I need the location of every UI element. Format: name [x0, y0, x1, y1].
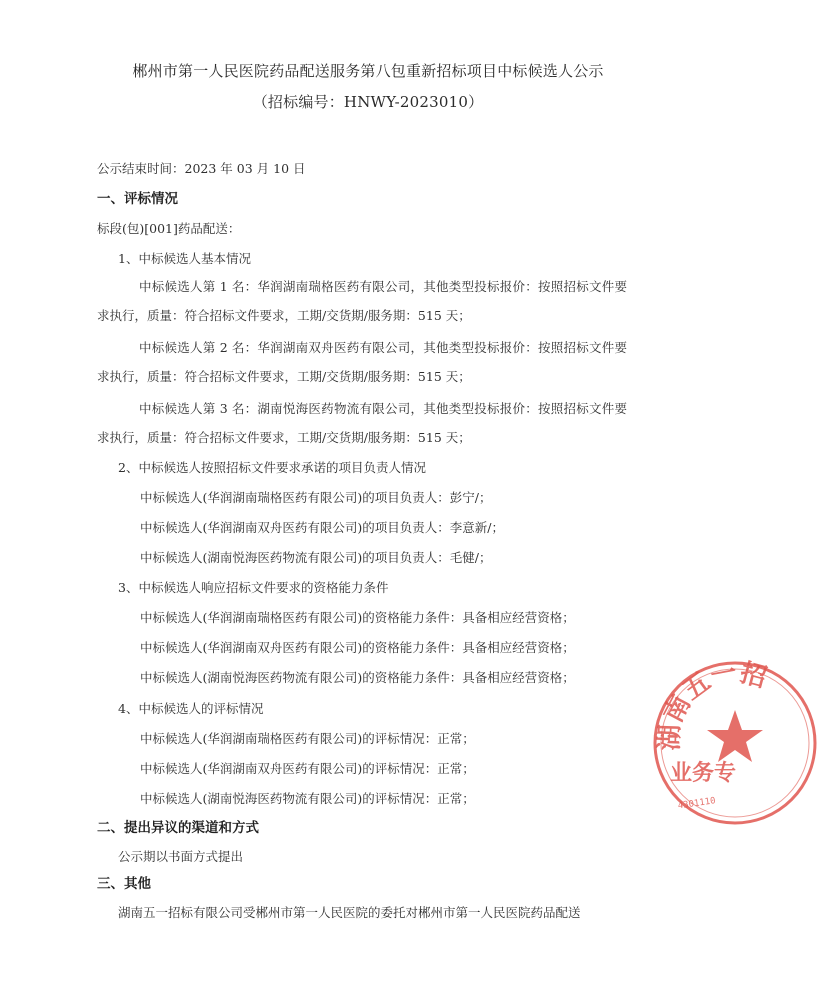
qualification-item: 中标候选人(华润湖南瑞格医药有限公司)的资格能力条件：具备相应经营资格；	[140, 610, 575, 625]
project-lead-item: 中标候选人(华润湖南双舟医药有限公司)的项目负责人：李意新/；	[140, 520, 504, 535]
project-lead-item: 中标候选人(华润湖南瑞格医药有限公司)的项目负责人：彭宁/；	[140, 490, 492, 505]
section-3-heading: 三、其他	[97, 876, 151, 892]
svg-text:业务专: 业务专	[670, 761, 737, 786]
announcement-end-time: 公示结束时间：2023 年 03 月 10 日	[97, 161, 306, 176]
other-text: 湖南五一招标有限公司受郴州市第一人民医院的委托对郴州市第一人民医院药品配送	[118, 905, 581, 920]
candidate-2-paragraph: 中标候选人第 2 名：华润湖南双舟医药有限公司，其他类型投标报价：按照招标文件要求执行，质量：符合招标文件要求，工期/交货期/服务期：515 天；	[97, 340, 627, 384]
candidate-3-paragraph: 中标候选人第 3 名：湖南悦海医药物流有限公司，其他类型投标报价：按照招标文件要求执行，质量：符合招标文件要求，工期/交货期/服务期：515 天；	[97, 401, 627, 445]
svg-text:湖南五一招: 湖南五一招	[654, 658, 770, 751]
qualification-item: 中标候选人(华润湖南双舟医药有限公司)的资格能力条件：具备相应经营资格；	[140, 640, 575, 655]
evaluation-item: 中标候选人(湖南悦海医药物流有限公司)的评标情况：正常；	[140, 791, 475, 806]
official-seal-stamp	[650, 658, 820, 828]
subsection-1-heading: 1、中标候选人基本情况	[118, 251, 251, 266]
section-2-heading: 二、提出异议的渠道和方式	[97, 820, 259, 836]
project-lead-item: 中标候选人(湖南悦海医药物流有限公司)的项目负责人：毛健/；	[140, 550, 492, 565]
subsection-3-heading: 3、中标候选人响应招标文件要求的资格能力条件	[118, 580, 389, 595]
section-1-heading: 一、评标情况	[97, 191, 178, 207]
subsection-4-heading: 4、中标候选人的评标情况	[118, 701, 264, 716]
evaluation-item: 中标候选人(华润湖南瑞格医药有限公司)的评标情况：正常；	[140, 731, 475, 746]
candidate-1-paragraph: 中标候选人第 1 名：华润湖南瑞格医药有限公司，其他类型投标报价：按照招标文件要求执行，质量：符合招标文件要求，工期/交货期/服务期：515 天；	[97, 279, 627, 323]
svg-text:4301110: 4301110	[677, 796, 717, 812]
qualification-item: 中标候选人(湖南悦海医药物流有限公司)的资格能力条件：具备相应经营资格；	[140, 670, 575, 685]
lot-label: 标段(包)[001]药品配送：	[97, 221, 241, 236]
tender-number: （招标编号：HNWY-2023010）	[252, 93, 484, 111]
document-title: 郴州市第一人民医院药品配送服务第八包重新招标项目中标候选人公示	[132, 62, 604, 80]
evaluation-item: 中标候选人(华润湖南双舟医药有限公司)的评标情况：正常；	[140, 761, 475, 776]
objection-method: 公示期以书面方式提出	[118, 849, 244, 864]
subsection-2-heading: 2、中标候选人按照招标文件要求承诺的项目负责人情况	[118, 460, 426, 475]
